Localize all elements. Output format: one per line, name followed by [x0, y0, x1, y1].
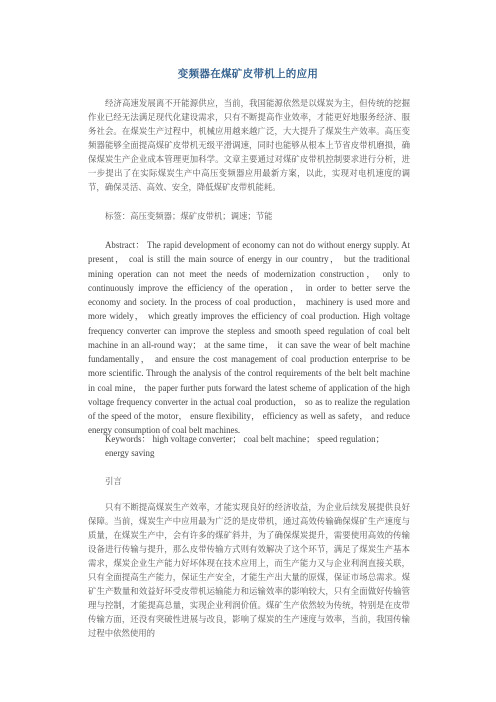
english-abstract: Abstract： The rapid development of economy can not do without energy supply. At present， coal is still the main source of energy in our country， but the traditional mining operation can not meet the needs of modernization construction， only to continuously improve the efficiency of the operation， in order to better serve the economy and society. In the process of coal production， machinery is used more and more widely， which greatly improves the efficiency of coal production. High voltage frequency converter can improve the stepless and smooth speed regulation of coal belt machine in an all-round way； at the same time， it can save the wear of belt machine fundamentally， and ensure the cost management of coal production enterprise to be more scientific. Through the analysis of the control requirements of the belt belt machine in coal mine， the paper further puts forward the latest scheme of application of the high voltage frequency converter in the actual coal production， so as to realize the regulation of the speed of the motor， ensure flexibility， efficiency as well as safety， and reduce energy consumption of coal belt machines.: [88, 240, 410, 436]
paper-title: 变频器在煤矿皮带机上的应用: [177, 68, 319, 80]
chinese-abstract: 经济高速发展离不开能源供应，当前，我国能源依然是以煤炭为主，但传统的挖掘作业已经无法满足现代化建设需求，只有不断提高作业效率，才能更好地服务经济、服务社会。在煤炭生产过程中，机械应用越来越广泛，大大提升了煤炭生产效率。高压变频器能够全面提高煤矿皮带机无级平滑调速，同时也能够从根本上节省皮带机磨损，确保煤炭生产企业成本管理更加科学。文章主要通过对煤矿皮带机控制要求进行分析，进一步提出了在实际煤炭生产中高压变频器应用最新方案，以此，实现对电机速度的调节，确保灵活、高效、安全，降低煤矿皮带机能耗。: [88, 98, 410, 192]
introduction-paragraph: 只有不断提高煤炭生产效率，才能实现良好的经济收益，为企业后续发展提供良好保障。当前，煤炭生产中应用最为广泛的是皮带机，通过高效传输确保煤矿生产速度与质量，在煤炭生产中，会有许多的煤矿斜井，为了确保煤炭提升，需要使用高效的传输设备进行传输与提升，那么皮带传输方式则有效解决了这个环节，满足了煤炭生产基本需求，煤炭企业生产能力好坏体现在技术应用上，而生产能力又与企业利润直接关联，只有全面提高生产能力，保证生产安全，才能生产出大量的原煤，保证市场总需求。煤矿生产数量和效益好坏受皮带机运输能力和运输效率的影响较大，只有全面做好传输管理与控制，才能提高总量，实现企业利润价值。煤矿生产依然较为传统，特别是在皮带传输方面，还没有突破性进展与改良，影响了煤炭的生产速度与效率，当前，我国传输过程中依然使用的: [88, 502, 410, 638]
english-keywords: Keywords： high voltage converter； coal belt machine； speed regulation； energy saving: [105, 434, 385, 459]
section-heading-introduction: 引言: [105, 476, 122, 486]
chinese-keywords: 标签：高压变频器；煤矿皮带机；调速；节能: [105, 211, 273, 221]
